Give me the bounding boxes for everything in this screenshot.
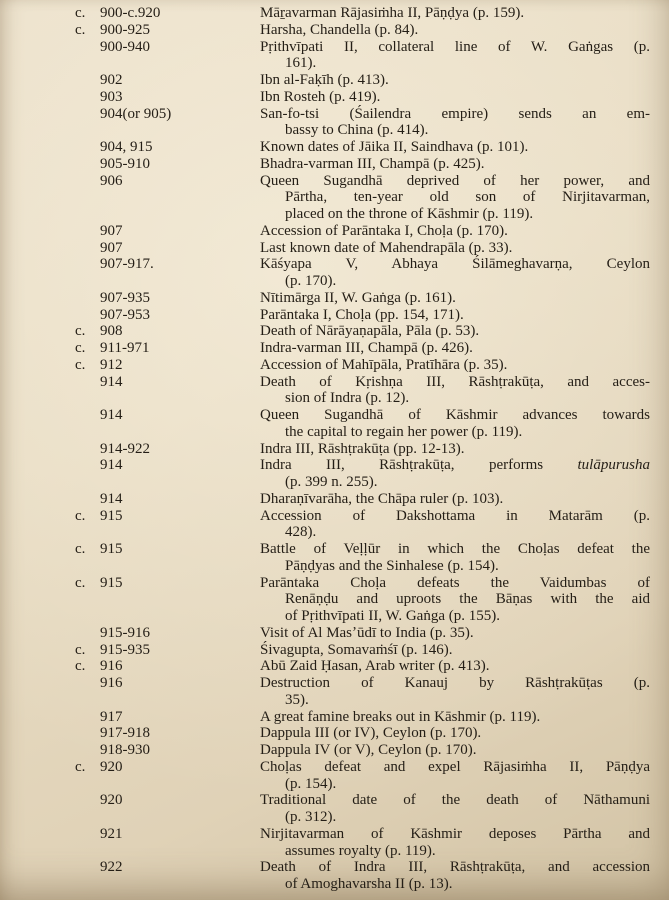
circa-prefix [75,156,100,173]
event-description [260,625,650,642]
event-description [260,826,650,860]
event-line: bassy to China (p. 414). [285,122,429,139]
event-description [260,223,650,240]
event-description [260,859,650,893]
timeline-entry [0,223,669,240]
circa-prefix [75,307,100,324]
event-line: Pāṇḍyas and the Sinhalese (p. 154). [285,557,499,574]
circa-prefix [75,223,100,240]
circa-prefix [75,675,100,692]
date-label: 915 [100,541,123,557]
circa-prefix [75,457,100,474]
date-cell [0,508,260,525]
date-cell [0,792,260,809]
timeline-entry [0,156,669,173]
event-line: A great famine breaks out in Kāshmir (p. 119). [260,708,541,725]
circa-prefix [75,742,100,759]
event-line: (p. 399 n. 255). [285,474,378,490]
event-line: (p. 312). [285,809,337,825]
event-line: Last known date of Mahendrapāla (p. 33). [260,239,513,256]
date-label: 914 [100,407,123,423]
circa-prefix [75,106,100,123]
timeline-entry [0,106,669,140]
event-line: Visit of Al Masʼūdī to India (p. 35). [260,624,474,641]
event-description [260,759,650,793]
event-line: assumes royalty (p. 119). [285,842,436,859]
date-label: 907 [100,239,123,256]
timeline-entry [0,491,669,508]
date-label: 908 [100,323,123,340]
circa-prefix: c. [75,507,86,524]
date-label: 904, 915 [100,139,153,155]
event-line: 428). [285,524,317,541]
date-cell [0,859,260,876]
event-line: Parāntaka Choḷa defeats the Vaidumbas of [260,574,650,591]
timeline-entry [0,290,669,307]
timeline-entry [0,725,669,742]
event-line: Nītimārga II, W. Gaṅga (p. 161). [260,289,456,306]
circa-prefix [75,625,100,642]
event-line: Battle of Veḷḷūr in which the Choḷas defeat the [260,541,650,557]
event-description [260,5,650,22]
event-line: of Pṛithvīpati II, W. Gaṅga (p. 155). [285,608,500,624]
circa-prefix [75,39,100,56]
event-line: Ibn al-Faḳīh (p. 413). [260,72,389,88]
event-line: San-fo-tsi (Śailendra empire) sends an em- [260,105,650,122]
timeline-entry [0,323,669,340]
timeline-entry [0,441,669,458]
event-description [260,575,650,625]
date-label: 907 [100,222,123,239]
date-cell [0,407,260,424]
circa-prefix [75,256,100,273]
circa-prefix [75,441,100,458]
date-label: 918-930 [100,742,150,758]
event-description [260,441,650,458]
date-label: 915 [100,574,123,591]
event-line: Dappula III (or IV), Ceylon (p. 170). [260,725,482,742]
circa-prefix [75,72,100,89]
event-description [260,357,650,374]
event-description [260,106,650,140]
circa-prefix [75,407,100,424]
timeline-entry [0,826,669,860]
date-cell [0,709,260,726]
event-line: sion of Indra (p. 12). [285,390,410,407]
event-description [260,792,650,826]
date-label: 914 [100,490,123,507]
date-cell [0,742,260,759]
circa-prefix [75,792,100,809]
date-cell [0,658,260,675]
event-line: 35). [285,691,309,708]
circa-prefix: c. [75,340,86,356]
event-description [260,407,650,441]
event-line: 161). [285,55,317,72]
date-cell [0,223,260,240]
date-cell [0,491,260,508]
event-description [260,139,650,156]
timeline-entry [0,541,669,575]
circa-prefix: c. [75,356,86,373]
date-label: 914 [100,373,123,390]
event-line: Accession of Parāntaka I, Choḷa (p. 170). [260,222,508,239]
date-label: 915-916 [100,624,150,641]
date-cell [0,256,260,273]
timeline-entry [0,307,669,324]
event-line: Destruction of Kanauj by Rāshṭrakūṭas (p. [260,675,650,691]
timeline-entry [0,709,669,726]
date-cell [0,759,260,776]
date-label: 921 [100,825,123,842]
timeline-entry [0,39,669,73]
date-label: 916 [100,675,123,691]
event-description [260,541,650,575]
circa-prefix [75,826,100,843]
date-cell [0,357,260,374]
date-label: 907-935 [100,289,150,306]
date-cell [0,441,260,458]
event-description [260,323,650,340]
date-cell [0,22,260,39]
circa-prefix [75,725,100,742]
timeline-entry [0,642,669,659]
circa-prefix [75,374,100,391]
event-description [260,240,650,257]
event-line: the capital to regain her power (p. 119). [285,423,523,440]
date-label: 920 [100,792,123,809]
timeline-entry [0,22,669,39]
event-description [260,709,650,726]
event-line: Indra III, Rāshṭrakūṭa (pp. 12-13). [260,440,465,457]
date-label: 907-953 [100,306,150,323]
date-label: 914 [100,457,123,474]
event-line: Indra-varman III, Champā (p. 426). [260,340,473,356]
timeline-entry [0,256,669,290]
circa-prefix [75,89,100,106]
date-label: 900-c.920 [100,5,161,21]
event-description [260,156,650,173]
circa-prefix [75,290,100,307]
event-description [260,725,650,742]
date-cell [0,307,260,324]
circa-prefix [75,491,100,508]
date-label: 900-925 [100,21,150,38]
date-cell [0,39,260,56]
date-cell [0,290,260,307]
event-description [260,642,650,659]
event-description [260,491,650,508]
date-cell [0,457,260,474]
event-line: of Amoghavarsha II (p. 13). [285,876,453,892]
timeline-entry [0,675,669,709]
date-label: 904(or 905) [100,105,172,122]
timeline-entry [0,5,669,22]
date-cell [0,725,260,742]
date-label: 912 [100,356,123,373]
event-line: Ibn Rosteh (p. 419). [260,88,381,105]
timeline-entry [0,340,669,357]
event-description [260,22,650,39]
circa-prefix: c. [75,323,86,340]
event-line: Pṛithvīpati II, collateral line of W. Gaṅgas (p. [260,38,650,55]
event-line: Harsha, Chandella (p. 84). [260,21,419,38]
event-line: Indra III, Rāshṭrakūṭa, performs tulāpurusha [260,457,650,474]
timeline-entry [0,89,669,106]
date-label: 917-918 [100,725,150,742]
event-line: Dappula IV (or V), Ceylon (p. 170). [260,742,477,758]
timeline-entry [0,139,669,156]
event-line: Bhadra-varman III, Champā (p. 425). [260,155,485,172]
event-line: Accession of Mahīpāla, Pratīhāra (p. 35). [260,356,508,373]
timeline-entry [0,625,669,642]
circa-prefix [75,139,100,156]
event-description [260,374,650,408]
timeline-entry [0,658,669,675]
timeline-entry [0,357,669,374]
event-description [260,675,650,709]
event-line: Nirjitavarman of Kāshmir deposes Pārtha and [260,825,650,842]
date-label: 906 [100,172,123,189]
event-description [260,89,650,106]
date-label: 922 [100,859,123,876]
timeline-entry [0,508,669,542]
date-label: 911-971 [100,340,150,356]
event-description [260,508,650,542]
date-label: 920 [100,758,123,775]
date-cell [0,240,260,257]
event-description [260,39,650,73]
date-cell [0,575,260,592]
date-cell [0,106,260,123]
circa-prefix [75,709,100,726]
event-line: placed on the throne of Kāshmir (p. 119). [285,206,534,222]
chronology-list [0,5,669,893]
timeline-entry [0,457,669,491]
date-cell [0,89,260,106]
date-label: 903 [100,88,123,105]
event-line: Death of Nārāyaṇapāla, Pāla (p. 53). [260,323,480,340]
event-line: Traditional date of the death of Nāthamuni [260,792,650,809]
circa-prefix [75,173,100,190]
date-label: 915-935 [100,641,150,658]
timeline-entry [0,240,669,257]
circa-prefix: c. [75,574,86,591]
event-line: (p. 154). [285,775,337,792]
date-label: 902 [100,72,123,88]
event-line: Death of Kṛishṇa III, Rāshṭrakūṭa, and acces- [260,373,650,390]
timeline-entry [0,759,669,793]
circa-prefix [75,859,100,876]
event-line: Kāśyapa V, Abhaya Śilāmeghavarṇa, Ceylon [260,256,650,273]
event-line: Known dates of Jāika II, Saindhava (p. 101). [260,139,529,155]
date-cell [0,374,260,391]
circa-prefix: c. [75,758,86,775]
event-line: Abū Zaid Ḥasan, Arab writer (p. 413). [260,658,490,675]
date-cell [0,541,260,558]
timeline-entry [0,72,669,89]
timeline-entry [0,859,669,893]
event-description [260,256,650,290]
event-line: Accession of Dakshottama in Matarām (p. [260,507,650,524]
timeline-entry [0,173,669,223]
event-line: Renāṇḍu and uproots the Bāṇas with the aid [285,591,650,608]
event-line: Dharaṇīvarāha, the Chāpa ruler (p. 103). [260,490,504,507]
event-description [260,72,650,89]
date-cell [0,139,260,156]
event-description [260,173,650,223]
event-line: Śivagupta, Somavaṁśī (p. 146). [260,641,453,658]
date-label: 914-922 [100,440,150,457]
event-description [260,742,650,759]
event-line: (p. 170). [285,273,337,289]
date-cell [0,173,260,190]
event-line: Death of Indra III, Rāshṭrakūṭa, and accession [260,859,650,876]
date-label: 917 [100,708,123,725]
circa-prefix [75,240,100,257]
date-cell [0,675,260,692]
date-cell [0,5,260,22]
date-cell [0,72,260,89]
date-label: 915 [100,507,123,524]
event-line: Parāntaka I, Choḷa (pp. 154, 171). [260,306,464,323]
event-description [260,457,650,491]
date-label: 916 [100,658,123,675]
date-label: 907-917. [100,256,154,273]
event-description [260,340,650,357]
date-label: 900-940 [100,38,150,55]
event-line: Choḷas defeat and expel Rājasiṁha II, Pāṇḍya [260,758,650,775]
date-cell [0,156,260,173]
circa-prefix: c. [75,541,86,557]
date-label: 905-910 [100,155,150,172]
event-description [260,658,650,675]
timeline-entry [0,742,669,759]
event-line: Queen Sugandhā of Kāshmir advances towards [260,407,650,423]
timeline-entry [0,374,669,408]
timeline-entry [0,792,669,826]
event-line: Pārtha, ten-year old son of Nirjitavarman, [285,189,650,206]
date-cell [0,323,260,340]
event-line: Queen Sugandhā deprived of her power, and [260,172,650,189]
date-cell [0,642,260,659]
event-line: Māṟavarman Rājasiṁha II, Pāṇḍya (p. 159). [260,5,525,21]
circa-prefix: c. [75,658,86,675]
date-cell [0,826,260,843]
circa-prefix: c. [75,21,86,38]
date-cell [0,340,260,357]
timeline-entry [0,407,669,441]
date-cell [0,625,260,642]
circa-prefix: c. [75,5,86,21]
timeline-entry [0,575,669,625]
event-description [260,290,650,307]
event-description [260,307,650,324]
circa-prefix: c. [75,641,86,658]
